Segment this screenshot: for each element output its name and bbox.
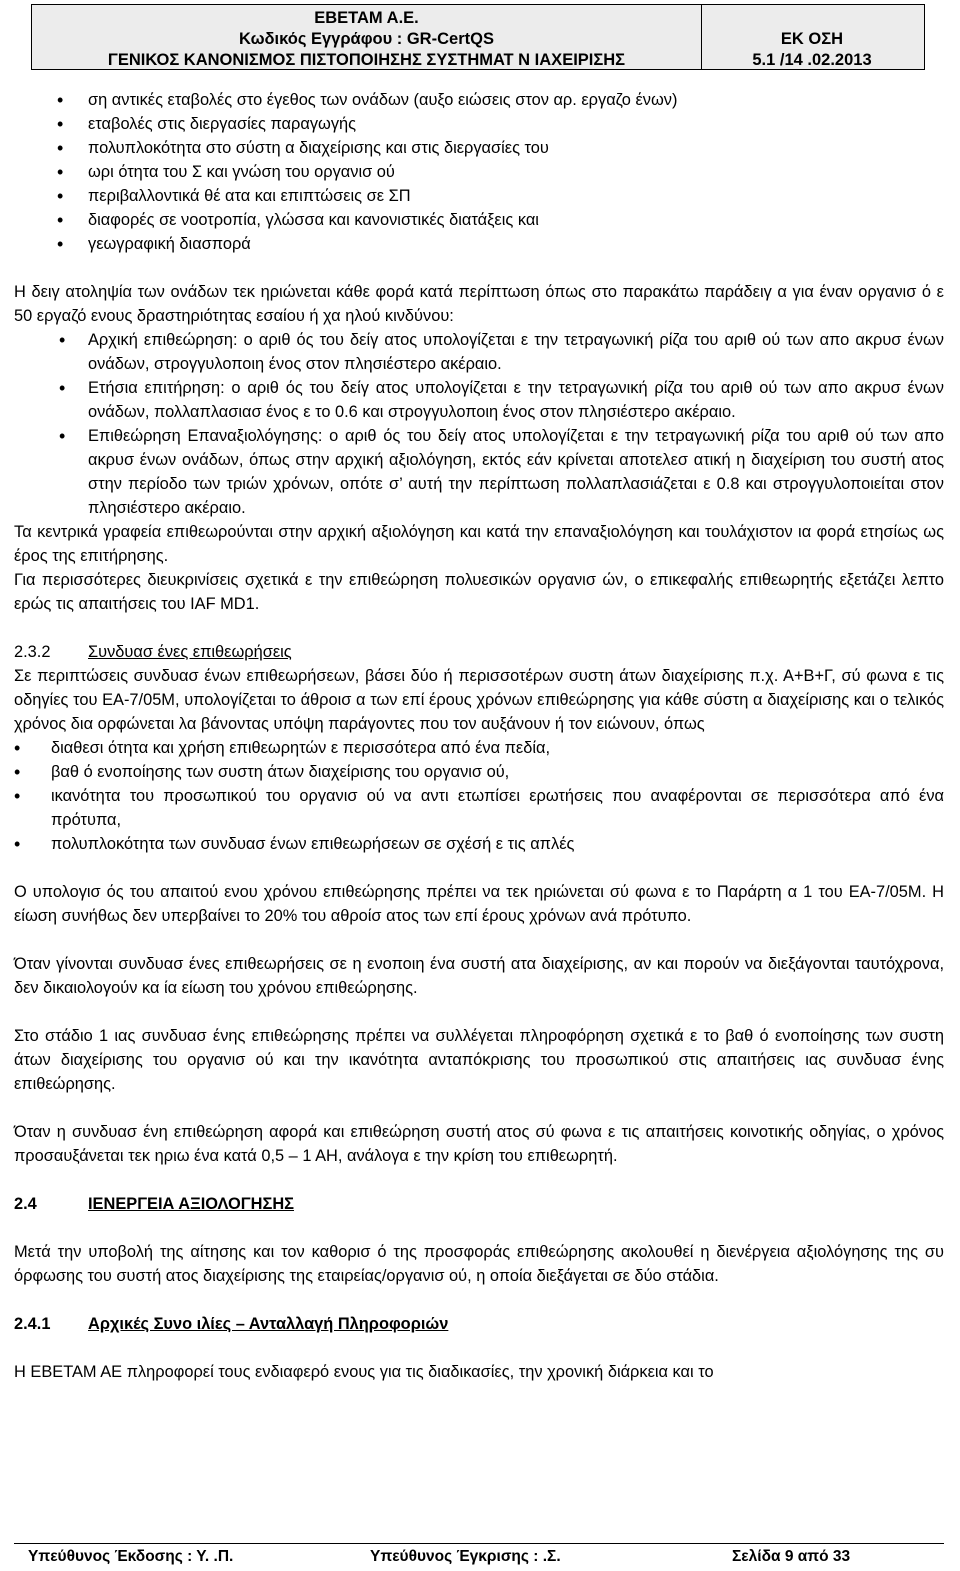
list-item: • διαφορές σε νοοτροπία, γλώσσα και κανονιστικές διατάξεις και (14, 208, 944, 232)
assessment-paragraph: Μετά την υποβολή της αίτησης και τον καθορισ ό της προσφοράς επιθεώρησης ακολουθεί η διενέργεια αξιολόγησης της συ όρφωσης του συστή ατος διαχείρισης της εταιρείας/οργανισ ού, η οποία διεξάγεται σε δύο στάδια. (14, 1243, 944, 1285)
list-item: • πολυπλοκότητα των συνδυασ ένων επιθεωρήσεων σε σχέσή ε τις απλές (14, 832, 944, 856)
list-item: • εταβολές στις διεργασίες παραγωγής (14, 112, 944, 136)
time-calculation-paragraph: Ο υπολογισ ός του απαιτού ενου χρόνου επιθεώρησης πρέπει να τεκ ηριώνεται σύ φωνα ε το Παράρτη α 1 του ΕΑ-7/05Μ. Η είωση συνήθως δεν υπερβαίνει το 20% του αθροίσ ατος των επί έρους χρόνων ανά πρότυπο. (14, 883, 944, 925)
approver-label: Υπεύθυνος Έγκρισης : .Σ. (370, 1548, 561, 1565)
section-number: 2.4.1 (14, 1315, 51, 1333)
list-item: • πολυπλοκότητα στο σύστη α διαχείρισης και στις διεργασίες του (14, 136, 944, 160)
list-item: • Επιθεώρηση Επαναξιολόγησης: ο αριθ ός του δείγ ατος υπολογίζεται ε την τετραγωνική ρίζα του αριθ ού των απο ακρυσ ένων ονάδων, όπως στην αρχική αξιολόγηση, εκτός εάν κρίνεται αποτελεσ ατική η διαχείριση του συστή ατος στην περίοδο των τριών χρόνων, οπότε σ’ αυτή την περίπτωση πολλαπλασιάζεται ε 0.8 και στρογγυλοποιείται στον πλησιέστερο ακέραιο. (14, 424, 944, 520)
integrated-systems-paragraph: Όταν γίνονται συνδυασ ένες επιθεωρήσεις σε η ενοποιη ένα συστή ατα διαχείρισης, αν και πορούν να διεξάγονται ταυτόχρονα, δεν δικαιολογούν κα ία είωση του χρόνου επιθεώρησης. (14, 955, 944, 997)
section-title: Συνδυασ ένες επιθεωρήσεις (88, 643, 292, 661)
header-right-cell (700, 5, 924, 71)
document-body (14, 88, 944, 1384)
list-item: • βαθ ό ενοποίησης των συστη άτων διαχείρισης του οργανισ ού, (14, 760, 944, 784)
list-item: • ση αντικές εταβολές στο έγεθος των ονάδων (αυξο ειώσεις στον αρ. εργαζο ένων) (14, 88, 944, 112)
section-title: ΙΕΝΕΡΓΕΙΑ ΑΞΙΟΛΟΓΗΣΗΣ (88, 1195, 294, 1213)
list-item: • περιβαλλοντικά θέ ατα και επιπτώσεις σε ΣΠ (14, 184, 944, 208)
company-name: ΕΒΕΤΑΜ Α.Ε. (314, 9, 419, 27)
edition-label: ΕΚ ΟΣΗ (780, 30, 844, 48)
stage1-paragraph: Στο στάδιο 1 ιας συνδυασ ένης επιθεώρησης πρέπει να συλλέγεται πληροφόρηση σχετικά ε το βαθ ό ενοποίησης των συστη άτων διαχείρισης του οργανισ ού και την ικανότητα ανταπόκρισης του προσωπικού στις απαιτήσεις ιας συνδυασ ένης επιθεώρησης. (14, 1027, 944, 1093)
list-item: • ωρι ότητα του Σ και γνώση του οργανισ ού (14, 160, 944, 184)
sampling-list (14, 328, 944, 520)
list-item: • Αρχική επιθεώρηση: ο αριθ ός του δείγ ατος υπολογίζεται ε την τετραγωνική ρίζα του αριθ ού των απο ακρυσ ένων ονάδων, στρογγυλοποιη ένος στον πλησιέστερο ακέραιο. (14, 328, 944, 376)
factor-list (14, 88, 944, 256)
section-heading-2-4-1 (14, 1312, 944, 1336)
sampling-paragraph: Η δειγ ατοληψία των ονάδων τεκ ηριώνεται κάθε φορά κατά περίπτωση όπως στο παρακάτω παράδειγ α για έναν οργανισ ό ε 50 εργαζό ενους δραστηριότητας εσαίου ή χα ηλού κινδύνου: (14, 283, 944, 325)
page-number: Σελίδα 9 από 33 (732, 1548, 851, 1565)
directive-paragraph: Όταν η συνδυασ ένη επιθεώρηση αφορά και επιθεώρηση συστή ατος σύ φωνα ε τις απαιτήσεις κοινοτικής οδηγίας, ο χρόνος προσαυξάνεται τεκ ηριω ένα κατά 0,5 – 1 ΑΗ, ανάλογα ε την κρίση του επιθεωρητή. (14, 1123, 944, 1165)
list-item: • γεωγραφική διασπορά (14, 232, 944, 256)
combined-audit-paragraph: Σε περιπτώσεις συνδυασ ένων επιθεωρήσεων, βάσει δύο ή περισσοτέρων συστη άτων διαχείρισης π.χ. Α+Β+Γ, σύ φωνα ε τις οδηγίες του ΕΑ-7/05Μ, υπολογίζεται το άθροισ α των επί έρους χρόνων επιθεώρησης για κάθε σύστη α διαχείρισης και ο τελικός χρόνος δια ορφώνεται λα βάνοντας υπόψη παράγοντες που τον αυξάνουν ή τον ειώνουν, όπως (14, 667, 944, 733)
document-title: ΓΕΝΙΚΟΣ ΚΑΝΟΝΙΣΜΟΣ ΠΙΣΤΟΠΟΙΗΣΗΣ ΣΥΣΤΗΜΑΤ Ν ΙΑΧΕΙΡΙΣΗΣ (107, 51, 626, 69)
section-heading-2-4 (14, 1192, 944, 1216)
edition-value: 5.1 /14 .02.2013 (752, 51, 872, 69)
header-left-cell (32, 5, 702, 69)
section-number: 2.4 (14, 1195, 37, 1213)
issuer-label: Υπεύθυνος Έκδοσης : Υ. .Π. (28, 1548, 234, 1565)
list-item: • διαθεσι ότητα και χρήση επιθεωρητών ε περισσότερα από ένα πεδία, (14, 736, 944, 760)
list-item: • ικανότητα του προσωπικού του οργανισ ού να αντι ετωπίσει ερωτήσεις που αναφέρονται σε περισσότερα από ένα πρότυπα, (14, 784, 944, 832)
document-footer (14, 1543, 944, 1569)
initial-meeting-paragraph: Η ΕΒΕΤΑΜ ΑΕ πληροφορεί τους ενδιαφερό ενους για τις διαδικασίες, την χρονική διάρκεια και το (14, 1363, 714, 1381)
combined-factor-list (14, 736, 944, 856)
list-item: • Ετήσια επιτήρηση: ο αριθ ός του δείγ ατος υπολογίζεται ε την τετραγωνική ρίζα του αριθ ού των απο ακρυσ ένων ονάδων, πολλαπλασιασ ένος ε το 0.6 και στρογγυλοποιη ένος στον πλησιέστερο ακέραιο. (14, 376, 944, 424)
section-heading-2-3-2 (14, 640, 944, 664)
document-code: Κωδικός Εγγράφου : GR-CertQS (239, 30, 494, 48)
document-header (31, 4, 925, 70)
central-office-paragraph: Τα κεντρικά γραφεία επιθεωρούνται στην αρχική αξιολόγηση και κατά την επαναξιολόγηση και τουλάχιστον ια φορά ετησίως ως έρος της επιτήρησης. (14, 523, 944, 565)
section-number: 2.3.2 (14, 643, 51, 661)
section-title: Αρχικές Συνο ιλίες – Ανταλλαγή Πληροφοριών (88, 1315, 449, 1333)
multisite-paragraph: Για περισσότερες διευκρινίσεις σχετικά ε την επιθεώρηση πολυεσικών οργανισ ών, ο επικεφαλής επιθεωρητής εξετάζει λεπτο ερώς τις απαιτήσεις του IAF MD1. (14, 571, 944, 613)
